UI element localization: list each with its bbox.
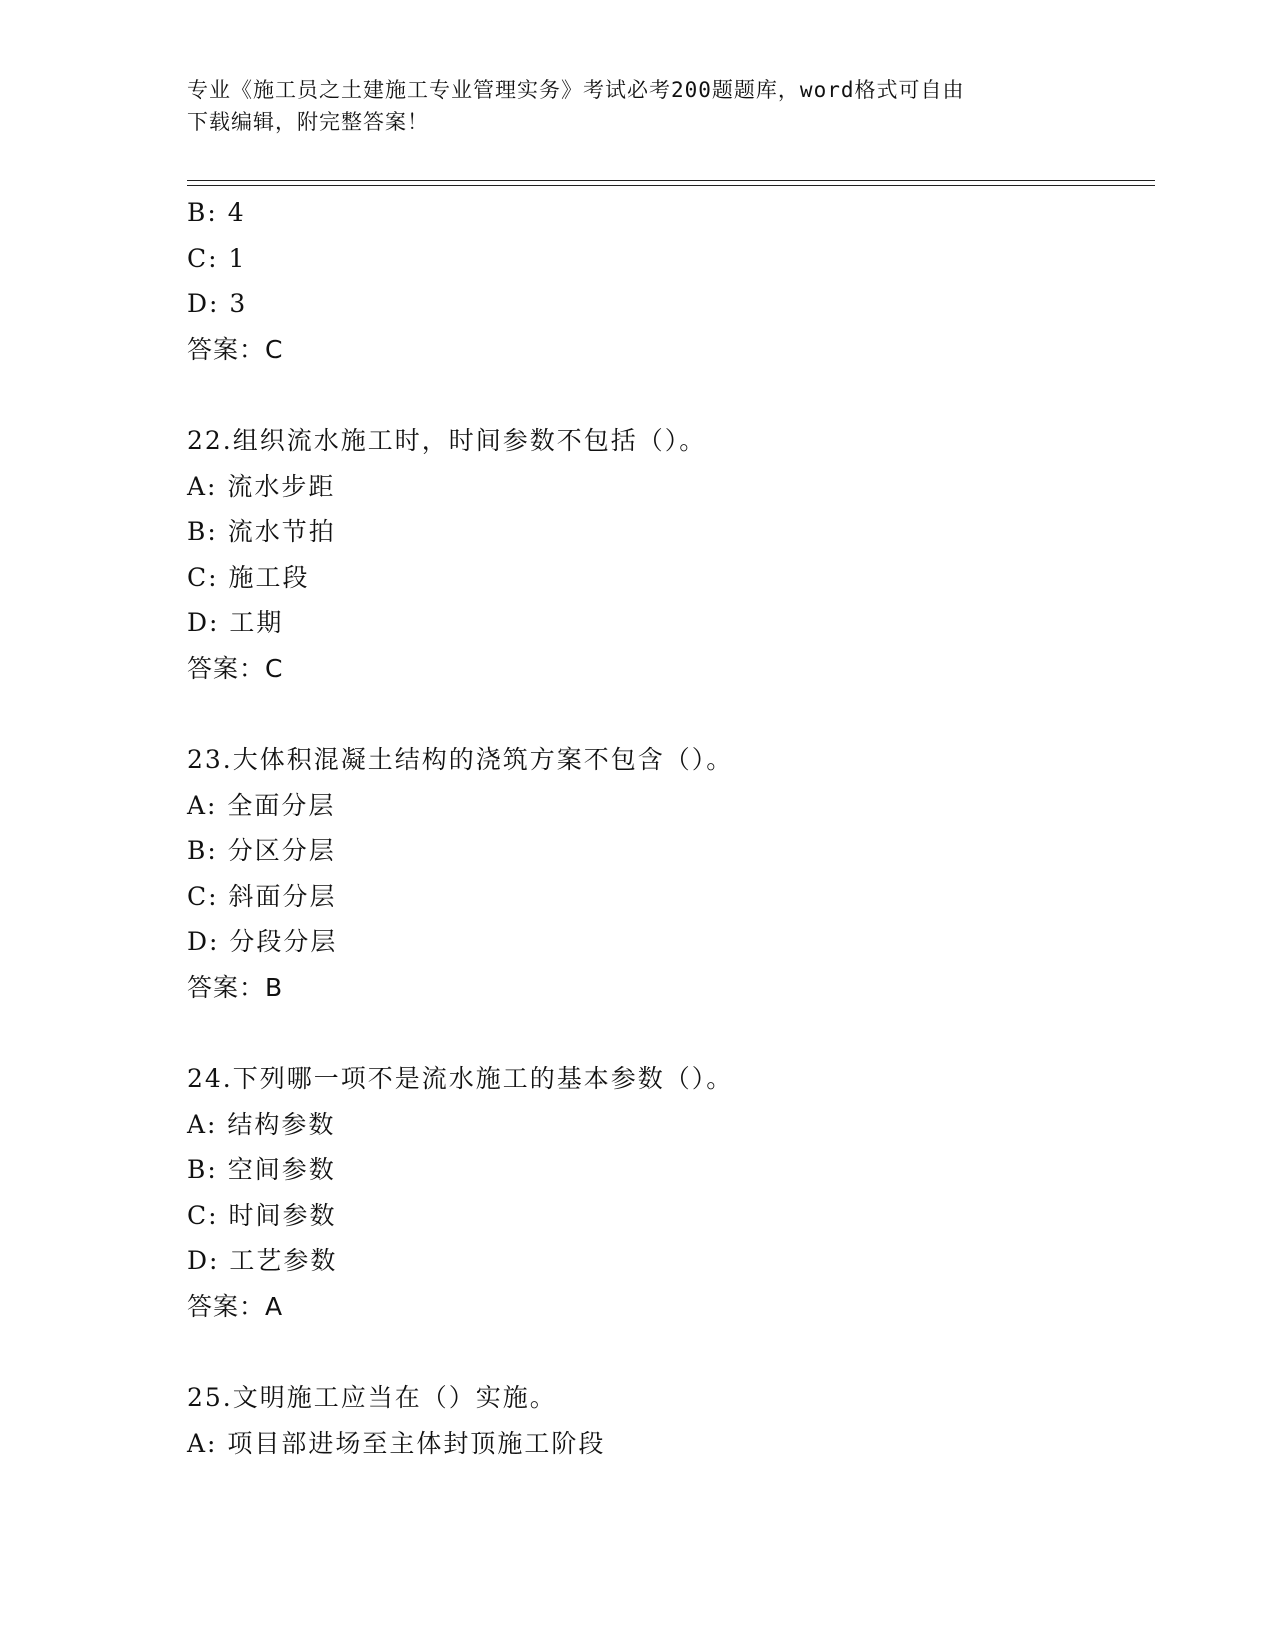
option-c: C: 斜面分层 — [187, 881, 337, 911]
question-stem: 24.下列哪一项不是流水施工的基本参数（）。 — [187, 1064, 734, 1093]
option-b: B: 4 — [187, 198, 246, 227]
option-c: C: 1 — [187, 243, 247, 273]
option-a: A: 项目部进场至主体封顶施工阶段 — [187, 1428, 606, 1458]
spacer — [187, 372, 1155, 418]
option-a: A: 结构参数 — [187, 1109, 336, 1139]
answer: 答案：B — [187, 972, 284, 1002]
option-a: A: 流水步距 — [187, 471, 336, 501]
question-stem: 25.文明施工应当在（）实施。 — [187, 1383, 557, 1412]
spacer — [187, 1010, 1155, 1056]
header-title-line-2: 下载编辑，附完整答案！ — [187, 110, 429, 134]
option-c: C: 施工段 — [187, 562, 310, 592]
question-list — [187, 190, 1155, 1466]
option-b: B: 空间参数 — [187, 1155, 336, 1184]
spacer — [187, 691, 1155, 737]
question-stem: 22.组织流水施工时，时间参数不包括（）。 — [187, 426, 707, 455]
header-double-rule — [187, 180, 1155, 186]
option-d: D: 工艺参数 — [187, 1246, 338, 1275]
option-b: B: 流水节拍 — [187, 517, 336, 546]
question-24 — [187, 1056, 1155, 1329]
answer: 答案：C — [187, 653, 284, 683]
option-a: A: 全面分层 — [187, 790, 336, 820]
option-b: B: 分区分层 — [187, 836, 336, 865]
header-title-line-1: 专业《施工员之土建施工专业管理实务》考试必考200题题库，word格式可自由 — [187, 78, 965, 102]
answer: 答案：C — [187, 334, 284, 364]
option-c: C: 时间参数 — [187, 1200, 337, 1230]
question-21-continued — [187, 190, 1155, 372]
spacer — [187, 1329, 1155, 1375]
question-stem: 23.大体积混凝土结构的浇筑方案不包含（）。 — [187, 745, 734, 774]
option-d: D: 分段分层 — [187, 927, 338, 956]
question-25 — [187, 1375, 1155, 1466]
option-d: D: 工期 — [187, 608, 284, 637]
answer: 答案：A — [187, 1291, 284, 1321]
option-d: D: 3 — [187, 289, 248, 318]
question-22 — [187, 418, 1155, 691]
document-header — [187, 74, 1067, 138]
question-23 — [187, 737, 1155, 1010]
